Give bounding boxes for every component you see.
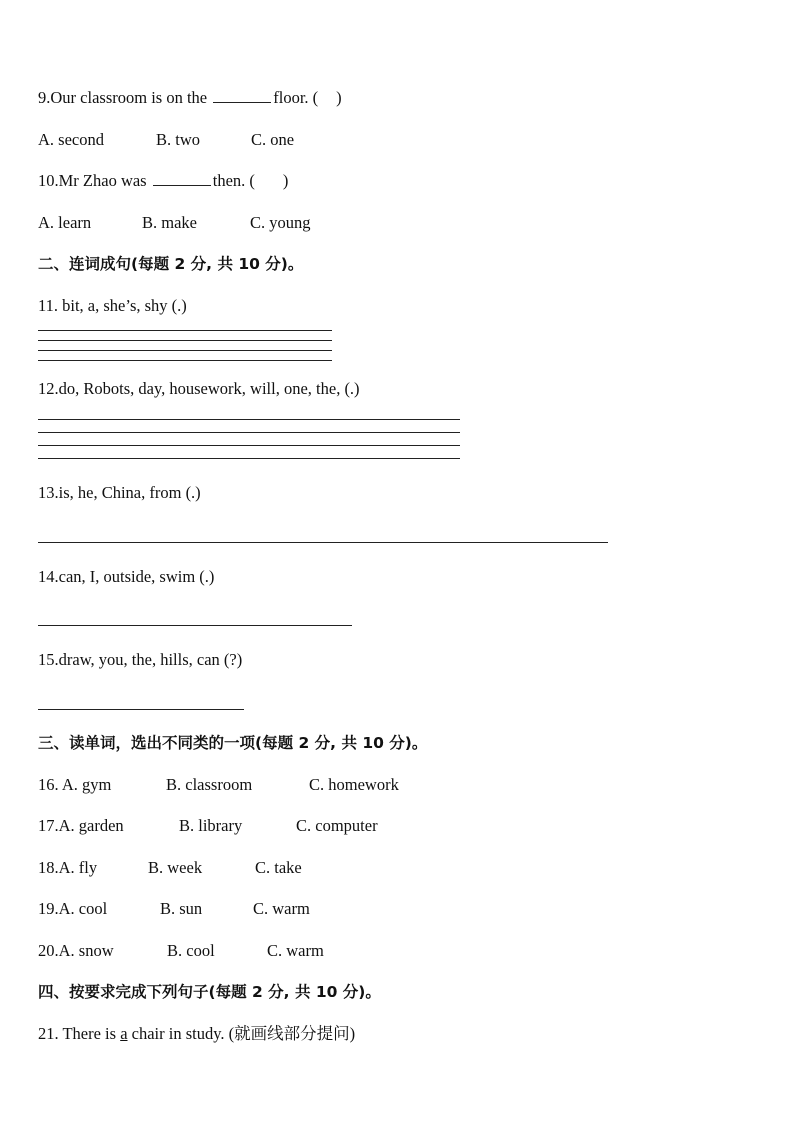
option-b[interactable]: B. library	[179, 816, 243, 835]
question-21-post: chair in study. (就画线部分提问)	[131, 1024, 356, 1043]
question-11: 11. bit, a, she’s, shy (.)	[38, 296, 187, 315]
question-15: 15.draw, you, the, hills, can (?)	[38, 650, 243, 669]
option-b[interactable]: B. sun	[160, 899, 203, 918]
question-10-tail: then. (	[212, 171, 255, 190]
answer-line[interactable]	[38, 625, 352, 626]
option-a[interactable]: 18.A. fly	[38, 858, 98, 877]
option-a[interactable]: A. learn	[38, 213, 92, 232]
question-10	[38, 171, 288, 191]
answer-line[interactable]	[38, 445, 460, 446]
question-9-tail: floor. (	[273, 88, 319, 107]
question-14: 14.can, I, outside, swim (.)	[38, 567, 215, 586]
underlined-word: a	[120, 1024, 128, 1043]
section-4-heading: 四、按要求完成下列句子(每题 2 分, 共 10 分)。	[38, 983, 381, 1001]
question-9-text: 9.Our classroom is on the	[38, 88, 208, 107]
question-18	[38, 858, 302, 878]
answer-line[interactable]	[38, 542, 608, 543]
option-a[interactable]: 19.A. cool	[38, 899, 108, 918]
answer-line[interactable]	[38, 419, 460, 420]
question-20	[38, 941, 324, 961]
question-19	[38, 899, 310, 919]
option-a[interactable]: 17.A. garden	[38, 816, 124, 835]
answer-blank[interactable]	[153, 171, 211, 186]
option-a[interactable]: A. second	[38, 130, 104, 149]
question-21-pre: 21. There is	[38, 1024, 117, 1043]
option-b[interactable]: B. make	[142, 213, 197, 232]
option-b[interactable]: B. classroom	[166, 775, 253, 794]
option-b[interactable]: B. cool	[167, 941, 215, 960]
section-2-heading: 二、连词成句(每题 2 分, 共 10 分)。	[38, 255, 304, 273]
answer-line[interactable]	[38, 350, 332, 351]
answer-line[interactable]	[38, 360, 332, 361]
option-c[interactable]: C. warm	[267, 941, 324, 960]
question-16	[38, 775, 399, 795]
question-21	[38, 1024, 355, 1044]
section-3-heading: 三、读单词，选出不同类的一项(每题 2 分, 共 10 分)。	[38, 734, 428, 752]
paren-close: )	[282, 171, 289, 190]
answer-line[interactable]	[38, 340, 332, 341]
question-9	[38, 88, 342, 108]
question-17	[38, 816, 378, 836]
answer-line[interactable]	[38, 330, 332, 331]
option-a[interactable]: 16. A. gym	[38, 775, 112, 794]
option-c[interactable]: C. young	[250, 213, 311, 232]
option-b[interactable]: B. week	[148, 858, 203, 877]
option-b[interactable]: B. two	[156, 130, 201, 149]
question-12: 12.do, Robots, day, housework, will, one, the, (.)	[38, 379, 360, 398]
question-13: 13.is, he, China, from (.)	[38, 483, 201, 502]
option-c[interactable]: C. one	[251, 130, 295, 149]
answer-line[interactable]	[38, 709, 244, 710]
question-10-options	[38, 213, 311, 233]
option-c[interactable]: C. warm	[253, 899, 310, 918]
answer-line[interactable]	[38, 458, 460, 459]
option-c[interactable]: C. take	[255, 858, 302, 877]
option-a[interactable]: 20.A. snow	[38, 941, 114, 960]
answer-line[interactable]	[38, 432, 460, 433]
question-10-text: 10.Mr Zhao was	[38, 171, 147, 190]
option-c[interactable]: C. computer	[296, 816, 378, 835]
question-9-options	[38, 130, 294, 150]
option-c[interactable]: C. homework	[309, 775, 399, 794]
paren-close: )	[336, 88, 342, 107]
answer-blank[interactable]	[213, 88, 271, 103]
